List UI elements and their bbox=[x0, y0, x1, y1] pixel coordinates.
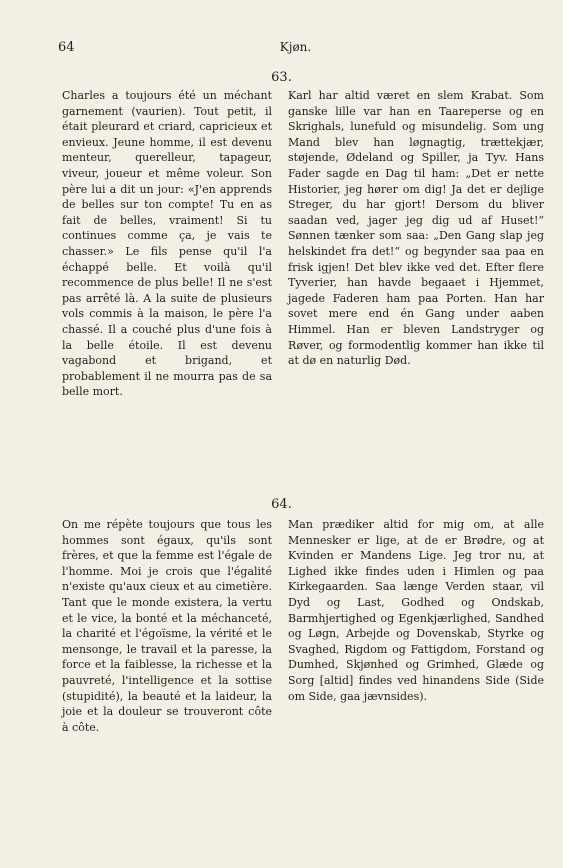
french-column bbox=[62, 88, 272, 400]
page-header bbox=[58, 40, 533, 58]
danish-column bbox=[288, 88, 544, 369]
french-paragraph: On me répète toujours que tous les hommes sont égaux, qu'ils sont frères, et que la femme est l'égale de l'homme. Moi je crois que l'égalité n'existe qu'aux cieux et au cimetière. Tant que le monde existera, la vertu et le vice, la bonté et la méchanceté, la charité et l'égoïsme, la vérité et le mensonge, le travail et la paresse, la force et la faiblesse, la richesse et la pauvreté, l'intelligence et la sottise (stupidité), la beauté et la laideur, la joie et la douleur se trouveront côte à côte. bbox=[62, 518, 272, 734]
danish-paragraph: Man prædiker altid for mig om, at alle Mennesker er lige, at de er Brødre, og at Kvinden er Mandens Lige. Jeg tror nu, at Lighed ikke findes uden i Himlen og paa Kirkegaarden. Saa længe Verden staar, vil Dyd og Last, Godhed og Ondskab, Barmhjertighed og Egenkjærlighed, Sandhed og Løgn, Arbejde og Dovenskab, Styrke og Svaghed, Rigdom og Fattigdom, Forstand og Dumhed, Skjønhed og Grimhed, Glæde og Sorg [altid] findes ved hinandens Side (Side om Side, gaa jævnsides). bbox=[288, 518, 544, 703]
french-paragraph: Charles a toujours été un méchant garnement (vaurien). Tout petit, il était pleurard et criard, capricieux et envieux. Jeune homme, il est devenu menteur, querelleur, tapageur, viveur, joueur et même voleur. Son père lui a dit un jour: «J'en apprends de belles sur ton compte! Tu en as fait de belles, vraiment! Si tu continues comme ça, je vais te chasser.» Le fils pense qu'il l'a échappé belle. Et voilà qu'il recommence de plus belle! Il ne s'est pas arrêté là. A la suite de plusieurs vols commis à la maison, le père l'a chassé. Il a couché plus d'une fois à la belle étoile. Il est devenu vagabond et brigand, et probablement il ne mourra pas de sa belle mort. bbox=[62, 89, 272, 399]
danish-paragraph: Karl har altid været en slem Krabat. Som ganske lille var han en Taareperse og en Skrighals, lunefuld og misundelig. Som ung Mand blev han løgnagtig, trættekjær, støjende, Ødeland og Spiller, ja Tyv. Hans Fader sagde en Dag til ham: „Det er nette Historier, jeg hører om dig! Ja det er dejlige Streger, du har gjort! Dersom du bliver saadan ved, jager jeg dig ud af Huset!“ Sønnen tænker som saa: „Den Gang slap jeg helskindet fra det!“ og begynder saa paa en frisk igjen! Det blev ikke ved det. Efter flere Tyverier, han havde begaaet i Hjemmet, jagede Faderen ham paa Porten. Han har sovet mere end én Gang under aaben Himmel. Han er bleven Landstryger og Røver, og formodentlig kommer han ikke til at dø en naturlig Død. bbox=[288, 89, 544, 368]
french-column bbox=[62, 517, 272, 735]
section-number: 63. bbox=[271, 70, 292, 85]
running-title: Kjøn. bbox=[279, 40, 312, 54]
page-number: 64 bbox=[58, 40, 75, 55]
danish-column bbox=[288, 517, 544, 704]
section-number: 64. bbox=[271, 497, 292, 512]
